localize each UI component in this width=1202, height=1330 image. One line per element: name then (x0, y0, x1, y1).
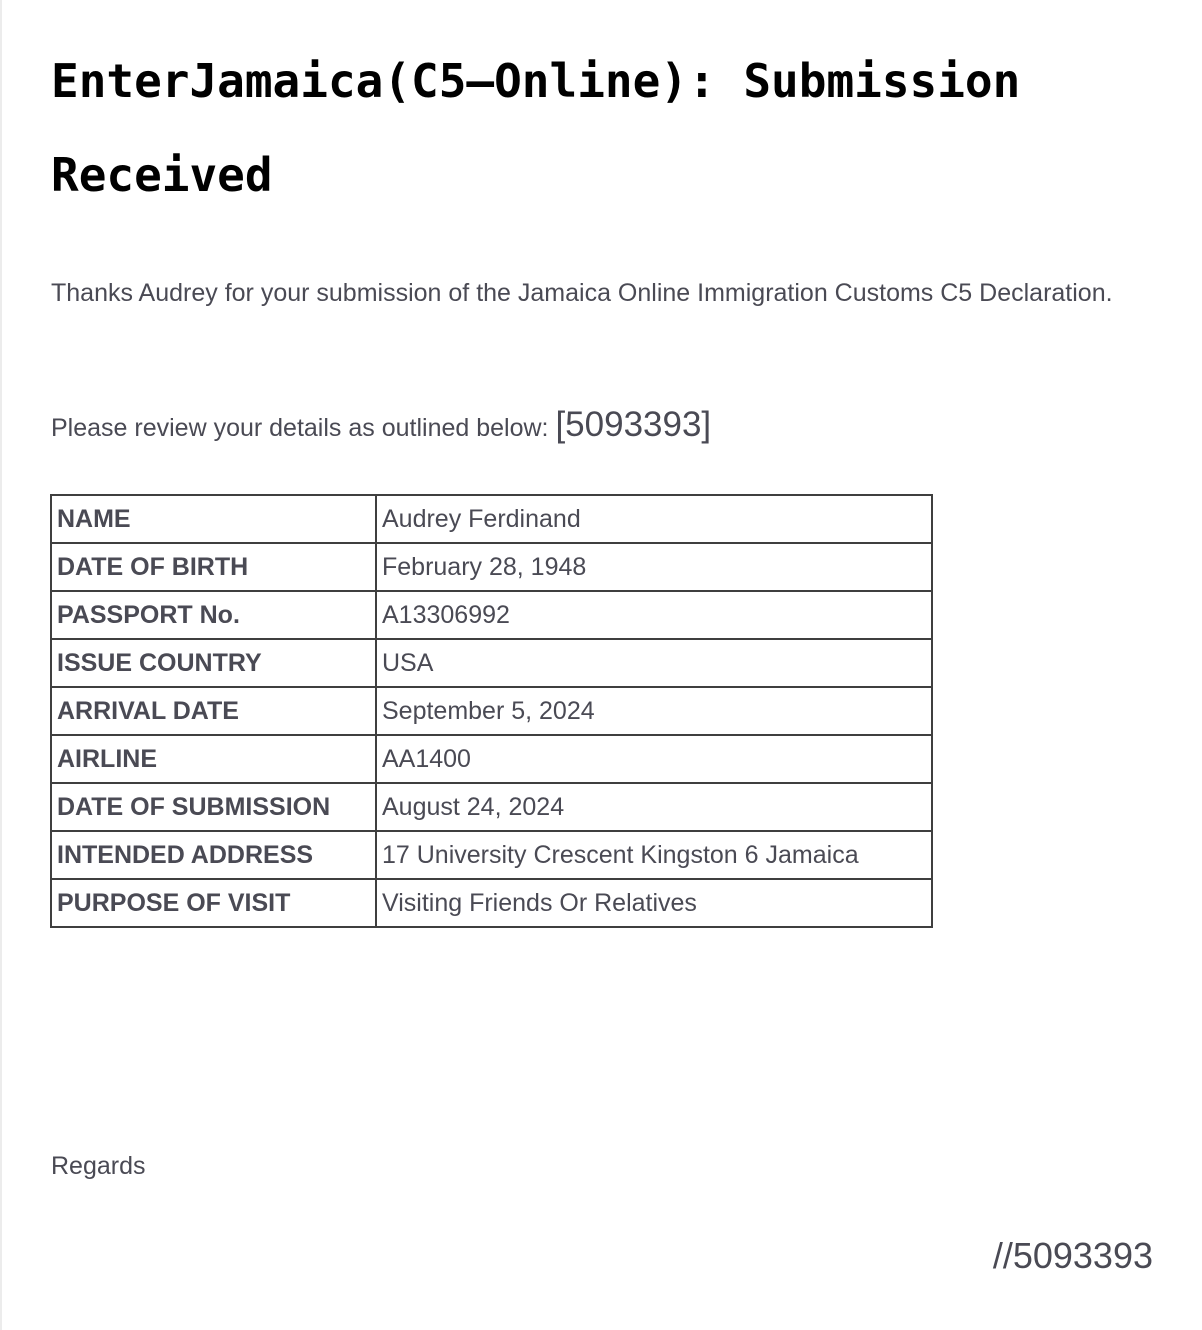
row-value: Visiting Friends Or Relatives (376, 879, 932, 927)
table-row (51, 495, 932, 543)
table-row (51, 543, 932, 591)
row-label: PURPOSE OF VISIT (51, 879, 376, 927)
row-label: DATE OF BIRTH (51, 543, 376, 591)
review-prompt: Please review your details as outlined below: (51, 414, 549, 442)
row-value: August 24, 2024 (376, 783, 932, 831)
row-value: AA1400 (376, 735, 932, 783)
table-row (51, 879, 932, 927)
footer-reference: //5093393 (992, 1235, 1153, 1276)
row-label: AIRLINE (51, 735, 376, 783)
review-line (51, 400, 711, 453)
row-value: 17 University Crescent Kingston 6 Jamaica (376, 831, 932, 879)
closing-text: Regards (51, 1152, 146, 1180)
table-row (51, 735, 932, 783)
reference-code: [5093393] (555, 405, 712, 444)
table-row (51, 591, 932, 639)
left-border (0, 0, 2, 1330)
row-label: INTENDED ADDRESS (51, 831, 376, 879)
table-row (51, 639, 932, 687)
details-table (50, 494, 933, 928)
row-label: PASSPORT No. (51, 591, 376, 639)
row-value: A13306992 (376, 591, 932, 639)
row-label: DATE OF SUBMISSION (51, 783, 376, 831)
intro-text: Thanks Audrey for your submission of the Jamaica Online Immigration Customs C5 Declaration. (51, 279, 1113, 307)
table-row (51, 687, 932, 735)
row-value: February 28, 1948 (376, 543, 932, 591)
row-value: USA (376, 639, 932, 687)
row-label: ARRIVAL DATE (51, 687, 376, 735)
table-row (51, 831, 932, 879)
row-value: Audrey Ferdinand (376, 495, 932, 543)
row-label: NAME (51, 495, 376, 543)
page-title: EnterJamaica(C5–Online): Submission Received (51, 54, 1021, 202)
table-row (51, 783, 932, 831)
row-value: September 5, 2024 (376, 687, 932, 735)
row-label: ISSUE COUNTRY (51, 639, 376, 687)
